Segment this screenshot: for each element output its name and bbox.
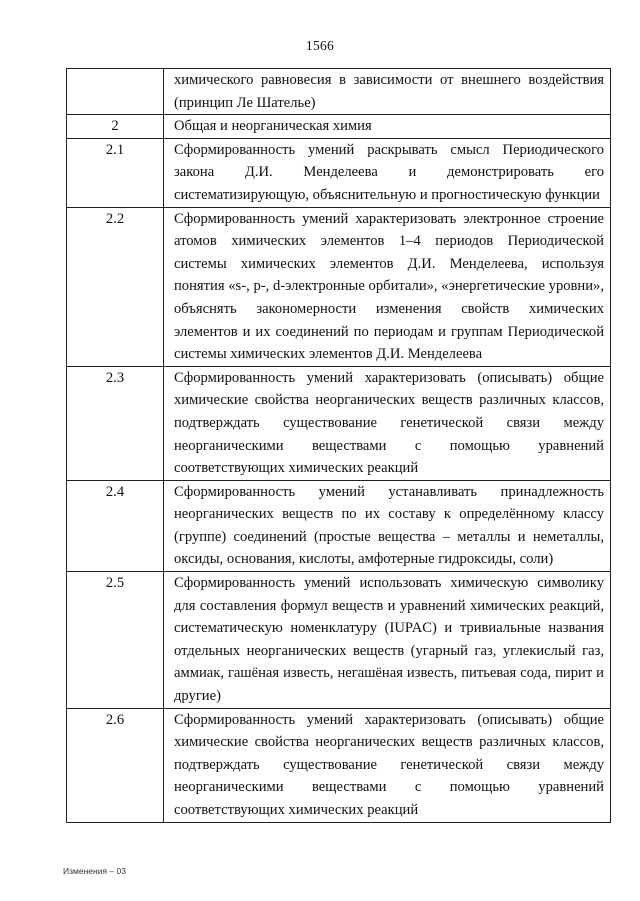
row-text: химического равновесия в зависимости от внешнего воздействия (принцип Ле Шателье) [164, 69, 611, 115]
row-text: Сформированность умений раскрывать смысл Периодического закона Д.И. Менделеева и демонстрировать его систематизирующую, объяснительную и прогностическую функции [164, 138, 611, 207]
section-title: Общая и неорганическая химия [164, 115, 611, 139]
row-code: 2.1 [67, 138, 164, 207]
row-code [67, 69, 164, 115]
page-number: 1566 [305, 38, 335, 53]
table-row [67, 366, 611, 480]
row-text: Сформированность умений характеризовать (описывать) общие химические свойства неорганических веществ различных классов, подтверждать существование генетической связи между неорганическими веществами с помощью уравнений соответствующих химических реакций [164, 366, 611, 480]
row-code: 2.6 [67, 708, 164, 822]
table-row [67, 572, 611, 709]
table-row [67, 480, 611, 571]
table-row [67, 69, 611, 115]
row-code: 2.3 [67, 366, 164, 480]
row-text: Сформированность умений характеризовать (описывать) общие химические свойства неорганических веществ различных классов, подтверждать существование генетической связи между неорганическими веществами с помощью уравнений соответствующих химических реакций [164, 708, 611, 822]
table-row [67, 138, 611, 207]
table-row [67, 708, 611, 822]
row-text: Сформированность умений использовать химическую символику для составления формул веществ и уравнений химических реакций, систематическую номенклатуру (IUPAC) и тривиальные названия отдельных неорганических веществ (угарный газ, углекислый газ, аммиак, гашёная известь, негашёная известь, питьевая сода, пирит и другие) [164, 572, 611, 709]
row-code: 2.4 [67, 480, 164, 571]
row-code: 2.2 [67, 207, 164, 366]
row-code: 2.5 [67, 572, 164, 709]
row-text: Сформированность умений характеризовать электронное строение атомов химических элементов 1–4 периодов Периодической системы химических элементов Д.И. Менделеева, используя понятия «s-, p-, d-электронные орбитали», «энергетические уровни», объяснять закономерности изменения свойств химических элементов и их соединений по периодам и группам Периодической системы химических элементов Д.И. Менделеева [164, 207, 611, 366]
table-row [67, 115, 611, 139]
table-row [67, 207, 611, 366]
row-text: Сформированность умений устанавливать принадлежность неорганических веществ по их составу к определённому классу (группе) соединений (простые вещества – металлы и неметаллы, оксиды, основания, кислоты, амфотерные гидроксиды, соли) [164, 480, 611, 571]
row-code: 2 [67, 115, 164, 139]
requirements-table [66, 68, 611, 823]
footer-revision: Изменения – 03 [63, 866, 126, 876]
